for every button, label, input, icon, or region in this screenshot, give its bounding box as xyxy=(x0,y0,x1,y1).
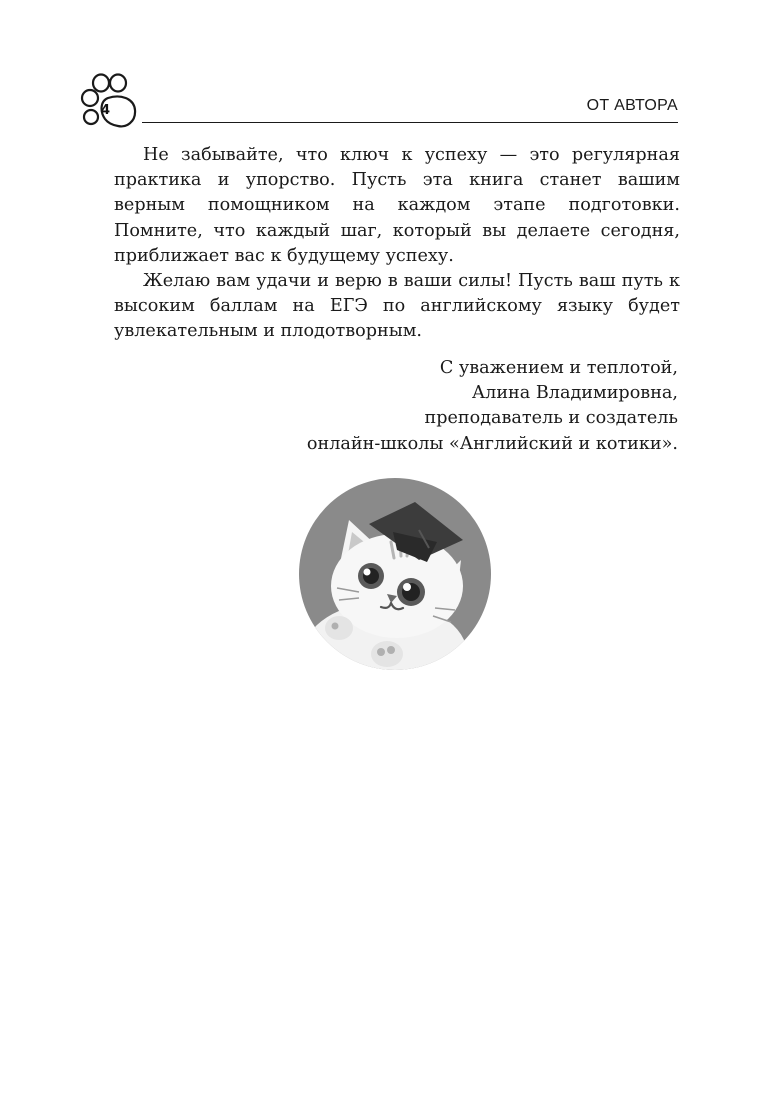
signature-line: онлайн-школы «Английский и котики». xyxy=(306,433,678,454)
running-header-title: ОТ АВТОРА xyxy=(586,97,678,114)
paragraph: Не забывайте, что ключ к успеху — это регулярная практика и упорство. Пусть эта книга станет вашим верным помощником на каждом этапе подготовки. Помните, что каждый шаг, который вы делаете сегодня, приближает вас к будущему успеху. xyxy=(114,145,680,266)
signature-line: преподаватель и создатель xyxy=(424,408,678,429)
paragraph: Желаю вам удачи и верю в ваши силы! Пусть ваш путь к высоким баллам на ЕГЭ по английскому языку будет увлекательным и плодотворным. xyxy=(114,271,680,342)
signature-block xyxy=(307,356,678,457)
signature-line: С уважением и теплотой, xyxy=(439,358,678,378)
graduate-cat-icon xyxy=(297,476,493,672)
header-divider xyxy=(142,122,678,123)
body-text xyxy=(114,143,680,345)
page-number: 4 xyxy=(101,103,111,118)
signature-author-name: Алина Владимировна, xyxy=(471,383,678,404)
